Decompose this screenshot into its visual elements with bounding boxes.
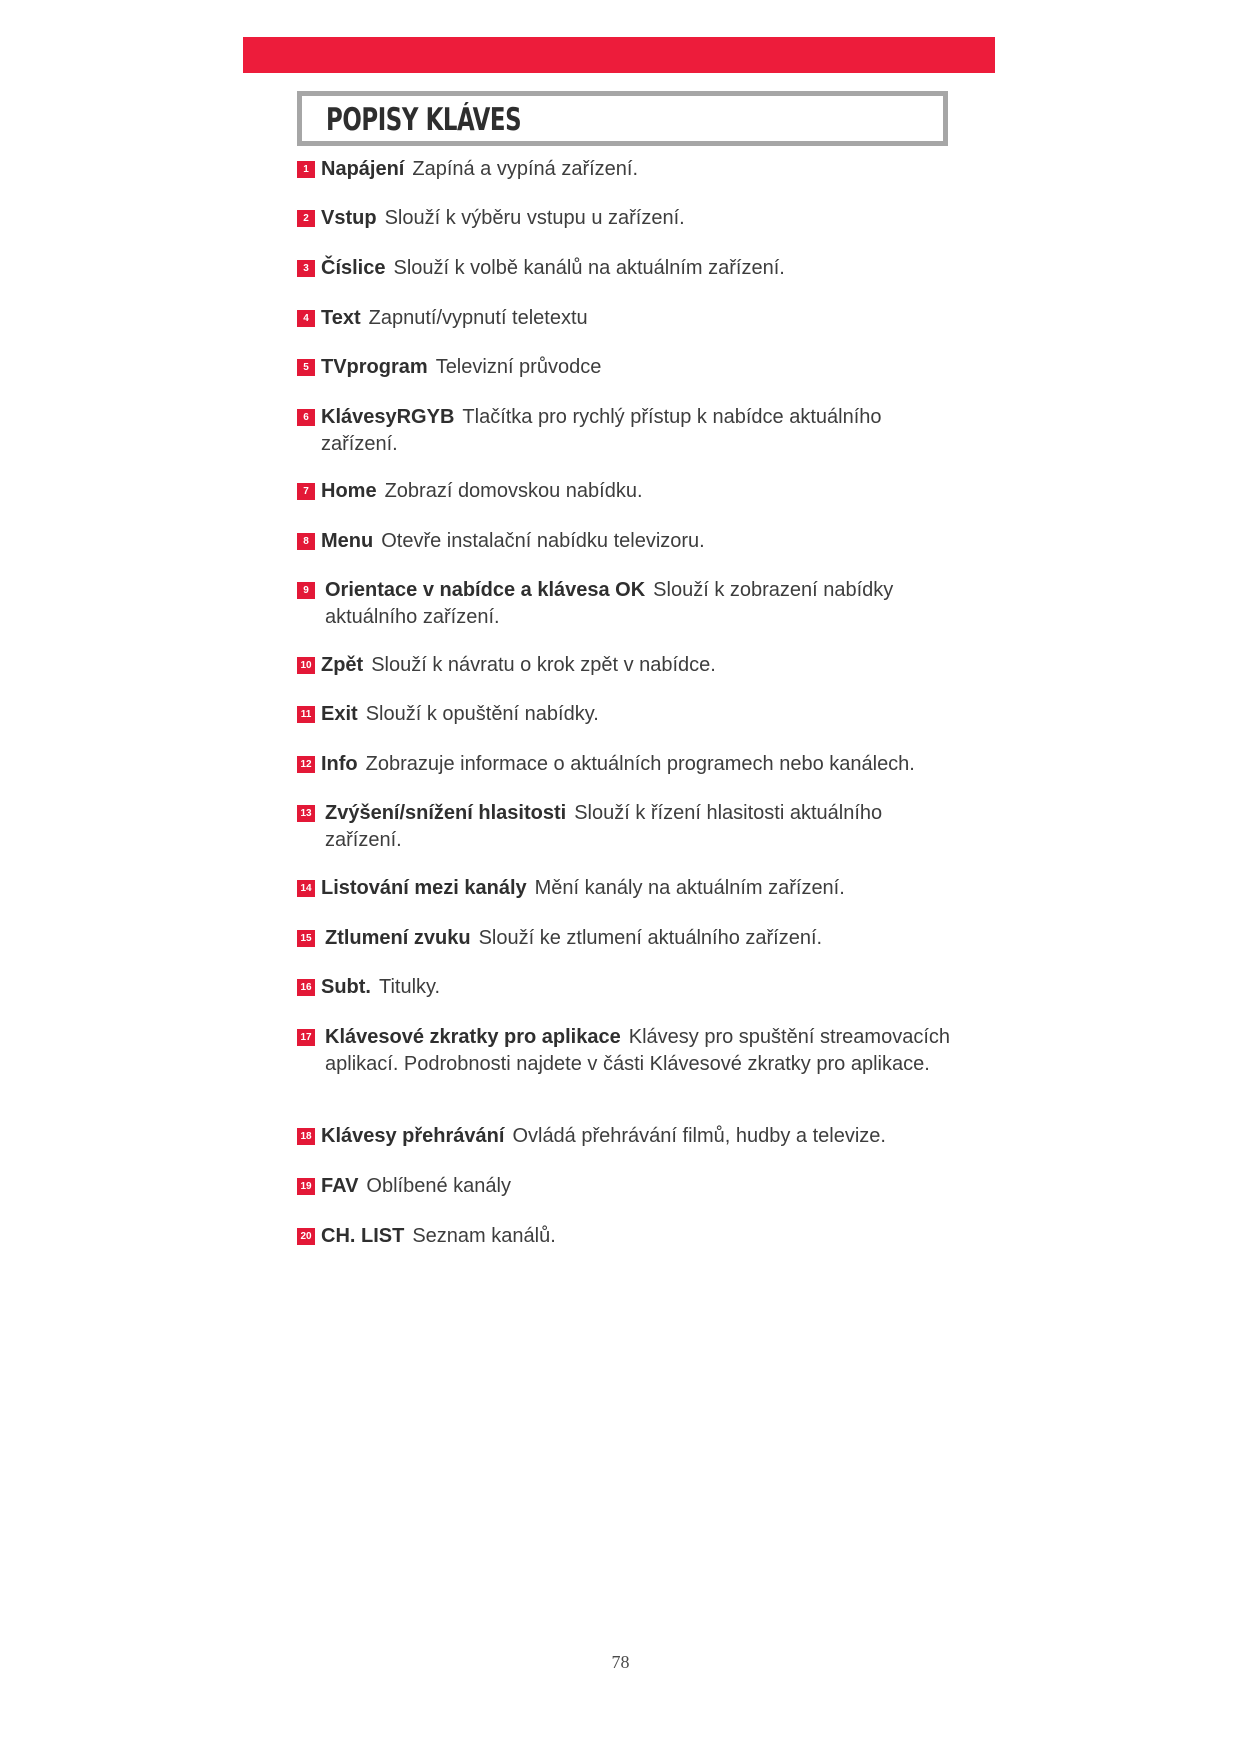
key-description: Slouží k řízení hlasitosti aktuálního zařízení. xyxy=(325,802,883,851)
key-number-badge: 19 xyxy=(297,1178,315,1195)
key-item xyxy=(297,1123,957,1150)
key-name: Orientace v nabídce a klávesa OK xyxy=(325,579,646,601)
key-item xyxy=(297,751,957,778)
key-number-badge: 4 xyxy=(297,310,315,327)
key-description: Televizní průvodce xyxy=(435,356,602,378)
key-item xyxy=(297,875,957,902)
key-item xyxy=(297,156,957,183)
key-number-badge: 2 xyxy=(297,210,315,227)
key-number-badge: 5 xyxy=(297,359,315,376)
key-number-badge: 8 xyxy=(297,533,315,550)
key-name: Subt. xyxy=(321,976,371,998)
key-name: CH. LIST xyxy=(321,1225,405,1247)
key-number-badge: 15 xyxy=(297,930,315,947)
key-number-badge: 1 xyxy=(297,161,315,178)
key-description: Slouží k návratu o krok zpět v nabídce. xyxy=(371,654,716,676)
header-accent-bar xyxy=(243,37,995,73)
key-name: Text xyxy=(321,307,361,329)
key-description: Seznam kanálů. xyxy=(412,1225,556,1247)
key-item xyxy=(297,800,957,854)
key-description: Klávesy pro spuštění streamovacích aplikací. Podrobnosti najdete v části Klávesové zkratky pro aplikace. xyxy=(325,1026,950,1075)
key-name: Ztlumení zvuku xyxy=(325,927,471,949)
key-item xyxy=(297,1173,957,1200)
key-number-badge: 3 xyxy=(297,260,315,277)
key-number-badge: 17 xyxy=(297,1029,315,1046)
key-name: Číslice xyxy=(321,257,386,279)
key-description: Zobrazuje informace o aktuálních programech nebo kanálech. xyxy=(365,753,915,775)
key-name: Menu xyxy=(321,530,374,552)
section-title-box xyxy=(297,91,948,146)
key-number-badge: 20 xyxy=(297,1228,315,1245)
key-name: Klávesové zkratky pro aplikace xyxy=(325,1026,621,1048)
key-item xyxy=(297,255,957,282)
key-item xyxy=(297,925,957,952)
key-description: Titulky. xyxy=(379,976,441,998)
key-number-badge: 16 xyxy=(297,979,315,996)
key-name: Zvýšení/snížení hlasitosti xyxy=(325,802,567,824)
key-name: KlávesyRGYB xyxy=(321,406,455,428)
key-item xyxy=(297,354,957,381)
key-name: Listování mezi kanály xyxy=(321,877,527,899)
key-description: Zapíná a vypíná zařízení. xyxy=(412,158,639,180)
key-description: Ovládá přehrávání filmů, hudby a televize. xyxy=(512,1125,886,1147)
key-name: Info xyxy=(321,753,358,775)
key-item xyxy=(297,478,957,505)
key-number-badge: 12 xyxy=(297,756,315,773)
key-name: Napájení xyxy=(321,158,405,180)
key-item xyxy=(297,1223,957,1250)
key-description: Slouží k zobrazení nabídky aktuálního zařízení. xyxy=(325,579,894,628)
key-item xyxy=(297,528,957,555)
key-name: Home xyxy=(321,480,377,502)
key-description: Slouží k volbě kanálů na aktuálním zařízení. xyxy=(393,257,785,279)
key-description: Zapnutí/vypnutí teletextu xyxy=(368,307,588,329)
key-name: Exit xyxy=(321,703,358,725)
key-description: Slouží k opuštění nabídky. xyxy=(365,703,599,725)
key-description: Slouží ke ztlumení aktuálního zařízení. xyxy=(478,927,823,949)
key-description: Tlačítka pro rychlý přístup k nabídce aktuálního zařízení. xyxy=(321,406,882,455)
key-name: Vstup xyxy=(321,207,377,229)
key-description: Otevře instalační nabídku televizoru. xyxy=(381,530,705,552)
key-item xyxy=(297,652,957,679)
key-item xyxy=(297,205,957,232)
key-number-badge: 18 xyxy=(297,1128,315,1145)
key-item xyxy=(297,577,957,631)
key-number-badge: 13 xyxy=(297,805,315,822)
key-item xyxy=(297,701,957,728)
key-item xyxy=(297,974,957,1001)
key-number-badge: 9 xyxy=(297,582,315,599)
page-number: 78 xyxy=(611,1652,630,1672)
key-description: Mění kanály na aktuálním zařízení. xyxy=(534,877,845,899)
key-number-badge: 7 xyxy=(297,483,315,500)
key-item xyxy=(297,1024,957,1078)
key-description: Slouží k výběru vstupu u zařízení. xyxy=(384,207,685,229)
key-number-badge: 11 xyxy=(297,706,315,723)
page-title: POPISY KLÁVES xyxy=(326,102,522,138)
key-item xyxy=(297,404,957,458)
key-name: Klávesy přehrávání xyxy=(321,1125,505,1147)
key-description: Oblíbené kanály xyxy=(366,1175,511,1197)
key-item xyxy=(297,305,957,332)
key-name: FAV xyxy=(321,1175,359,1197)
key-name: TVprogram xyxy=(321,356,428,378)
key-description: Zobrazí domovskou nabídku. xyxy=(384,480,643,502)
key-number-badge: 14 xyxy=(297,880,315,897)
key-number-badge: 6 xyxy=(297,409,315,426)
key-number-badge: 10 xyxy=(297,657,315,674)
key-name: Zpět xyxy=(321,654,364,676)
